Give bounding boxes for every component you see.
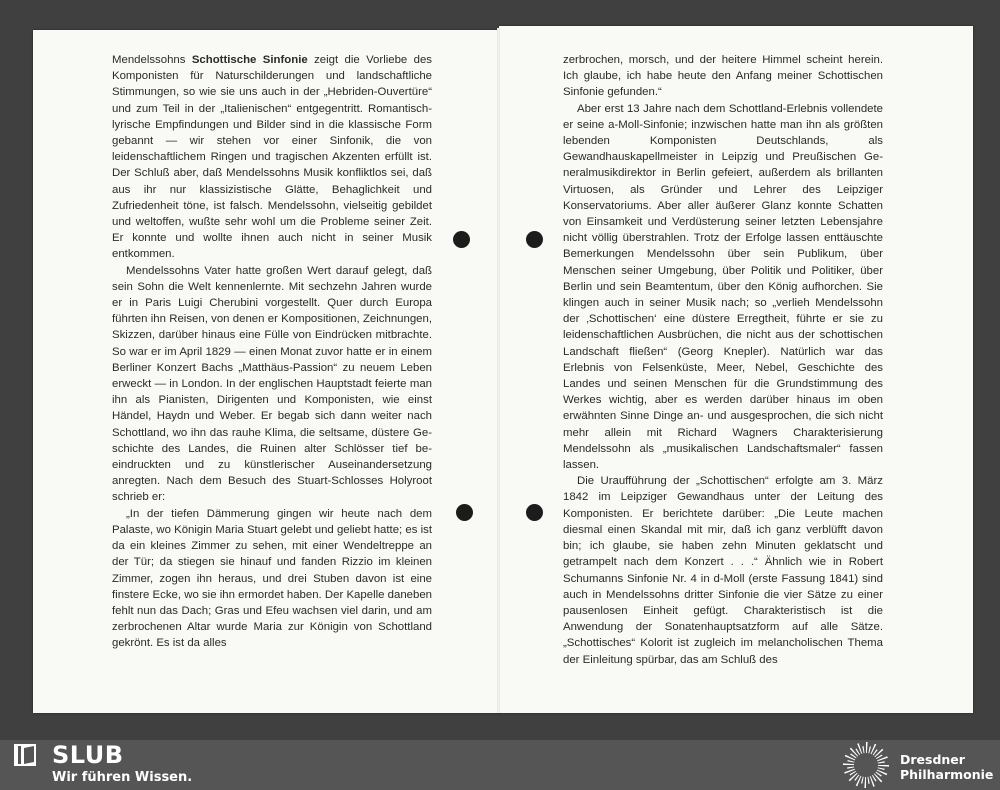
paragraph-text: zeigt die Vorliebe des Komponisten für Naturschilderungen und landschaftliche Stimmungen, so wie sie uns auch in der „Hebriden-Ouvertüre“ und zum Teil in der „Italienischen“ entgegentritt. Romantisch-lyrische Empfindungen und Bilder sind in die klassische Form gebannt — wir stehen vor einer Sinfonik, die von leidenschaftlichem Ringen und tragischen Akzenten erfüllt ist. Der Schluß aber, daß Mendelssohns Musik konfliktlos sei, daß aus ihr nur klassizistische Glätte, Behaglichkeit und Zufriedenheit töne, ist falsch. Mendelssohn, vielseitig gebildet und weltoffen, wußte sehr wohl um die Probleme seiner Zeit. Er konnte und wollte ihnen auch nicht in seiner Musik entkommen.: [112, 54, 432, 261]
logo-ray: [874, 749, 883, 757]
quotation-paragraph: „In der tiefen Dämmerung gingen wir heute nach dem Palaste, wo Königin Maria Stuart gelebt und geliebt hatte; es ist da ein kleines Zimmer zu sehen, mit einer Wendeltreppe an der Tür; da stiegen sie hinauf und fanden Rizzio im kleinen Zimmer, zogen ihn heraus, und drei Stuben davon ist eine finstere Ecke, wo sie ihn ermordet haben. Der Kapelle daneben fehlt nun das Dach; Gras und Efeu wachsen viel darin, und am zerbrochenen Altar wurde Maria zur Königin von Schottland gekrönt. Es ist da alles: [112, 507, 432, 650]
punch-hole-left-top: [453, 231, 470, 248]
paragraph: zerbrochen, morsch, und der heitere Himmel scheint herein. Ich glaube, ich habe heute den Anfang meiner Schottischen Sinfonie gefunden.“: [563, 54, 883, 99]
logo-ray: [878, 761, 885, 763]
paragraph: [112, 52, 432, 263]
partner-name-line2: Philharmonie: [900, 767, 994, 782]
logo-ray: [866, 742, 868, 753]
logo-ray: [864, 777, 866, 788]
logo-ray: [861, 777, 864, 784]
logo-ray: [843, 763, 854, 765]
paragraph: Mendelssohns Vater hatte großen Wert darauf gelegt, daß sein Sohn die Welt kennenlernte. Mit sechzehn Jahren wurde er in Paris Luigi Cherubini vorgestellt. Quer durch Europa führten ihn Reisen, von denen er Kompositionen, Zeichnungen, Skizzen, darüber hinaus eine Fülle von Eindrücken mitbrachte. So war er im April 1829 — einen Monat zuvor hatte er in einem Berliner Konzert Bachs „Matthäus-Passion“ zu neuem Leben erweckt — in London. In der englischen Hauptstadt feierte man ihn als Pianisten, Dirigenten und Komponisten, wie einst Händel, Haydn und Weber. Er begab sich dann weiter nach Schottland, wo ihn das rauhe Klima, die seltsame, düstere Geschichte des Landes, die Ruinen alter Schlösser tief beeindruckten und zu künstlerischer Auseinandersetzung anregten. Nach dem Besuch des Stuart-Schlosses Holyroot schrieb er:: [112, 264, 432, 504]
left-text-column: [112, 52, 432, 652]
paragraph: Die Uraufführung der „Schottischen“ erfolgte am 3. März 1842 im Leipziger Gewandhaus unter der Leitung des Komponisten. Er berichtete darüber: „Die Leute machen diesmal einen Skandal mit mir, daß ich ganz verblüfft davon bin; ich glaube, sie haben zehn Minuten geklatscht und getrampelt nach dem Konzert . . .“ Ähnlich wie in Robert Schumanns Sinfonie Nr. 4 in d-Moll (erste Fassung 1841) sind auch in Mendelssohns dritter Sinfonie die vier Sätze zu einer pausenlosen Einheit gefügt. Charakteristisch ist die Anwendung der Sonatenhauptsatzform auf alle Sätze. „Schottisches“ Kolorit ist zugleich im melancholischen Thema der Einleitung spürbar, das am Schluß des: [563, 475, 883, 666]
logo-ray: [874, 773, 882, 782]
logo-ray: [878, 767, 885, 770]
punch-hole-left-bottom: [456, 504, 473, 521]
punch-hole-right-bottom: [526, 504, 543, 521]
logo-ray: [850, 748, 858, 757]
logo-ray: [847, 760, 854, 763]
work-title: Schottische Sinfonie: [191, 54, 308, 66]
slub-tagline: Wir führen Wissen.: [52, 770, 193, 785]
logo-ray: [878, 765, 889, 767]
paragraph: Aber erst 13 Jahre nach dem Schottland-Erlebnis vollendete er seine a-Moll-Sinfonie; inzwischen hatte man ihn als größten lebenden Komponisten Deutschlands, als Gewandhauskapellmeister in Leipzig und Preußischen Generalmusikdirektor in Berlin gefeiert, außerdem als brillanten Virtuosen, als Gründer und Lehrer des Leipziger Konservatoriums. Aber aller äußerer Glanz konnte Schatten von Einsamkeit und Verdüsterung seiner letzten Lebensjahre nicht völlig überstrahlen. Trotz der Erfolge lassen enttäuschte Bemerkungen Mendelssohn über sein Publikum, über Menschen seiner Umgebung, über Politik und Politiker, über Berlin und sein Beamtentum, über den König aufhorchen. Sie klingen auch in seiner Musik nach; so „verlieh Mendelssohn der ‚Schottischen‘ eine düstere Erregtheit, führte er sie zu leidenschaftlichen Ausbrüchen, die nicht aus der schottischen Landschaft fließen“ (Georg Knepler). Natürlich war das Erlebnis von Felsenküste, Meer, Nebel, Geschichte des Landes und seinen Menschen für die Grundstimmung des Werkes wichtig, aber es werden darüber hinaus im oben erwähnten Sinne Dinge an- und ausgesprochen, die sich nicht mehr allein mit Richard Wagners Charakterisierung Mendelssohn als „musikalischen Landschaftsmaler“ fassen lassen.: [563, 102, 883, 472]
logo-ray: [849, 773, 858, 781]
logo-ray: [868, 746, 871, 753]
logo-ray: [868, 777, 870, 784]
book-icon: [12, 742, 38, 768]
partner-name-line1: Dresdner: [900, 752, 965, 767]
right-text-column: [563, 52, 883, 668]
logo-ray: [847, 767, 854, 769]
punch-hole-right-top: [526, 231, 543, 248]
logo-ray: [862, 746, 864, 753]
slub-name: SLUB: [52, 741, 124, 769]
page-fold: [497, 28, 500, 713]
paragraph-lead: Mendelssohns: [112, 54, 192, 66]
sunburst-logo-icon: [842, 741, 890, 789]
